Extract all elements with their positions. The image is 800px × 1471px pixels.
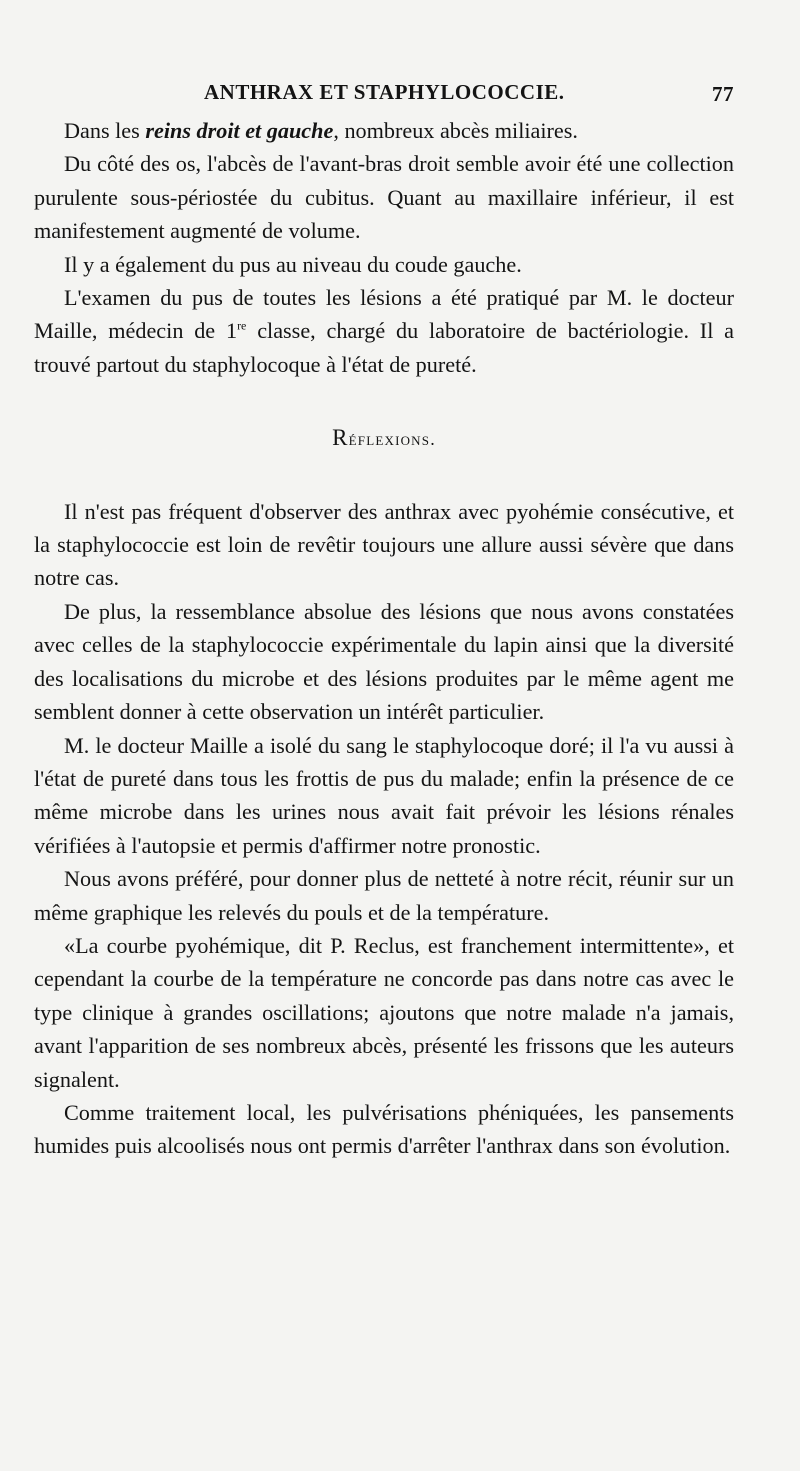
paragraph-text: , nombreux abcès miliaires. xyxy=(333,118,578,143)
page-number: 77 xyxy=(712,82,734,106)
heading-initial: R xyxy=(332,425,349,451)
paragraph-treatment: Comme traitement local, les pulvérisations phéniquées, les pansements humides puis alcoolisés nous ont permis d'arrêter l'anthrax dans son évolution. xyxy=(34,1099,734,1159)
paragraph-bones: Du côté des os, l'abcès de l'avant-bras droit semble avoir été une collection purulente sous-périostée du cubitus. Quant au maxillaire inférieur, il est manifestement augmenté de volume. xyxy=(34,151,734,244)
heading-rest: éflexions. xyxy=(348,429,436,450)
paragraph-text: classe, chargé du laboratoire de bactériologie. Il a trouvé partout du staphylocoque à l'état de pureté. xyxy=(34,318,735,377)
body-text xyxy=(34,114,734,1163)
paragraph-curve: «La courbe pyohémique, dit P. Reclus, est franchement intermittente», et cependant la courbe de la température ne concorde pas dans notre cas avec le type clinique à grandes oscillations; ajoutons que notre malade n'a jamais, avant l'apparition de ses nombreux abcès, présenté les frissons que les auteurs signalent. xyxy=(34,932,734,1092)
paragraph-blood: M. le docteur Maille a isolé du sang le staphylocoque doré; il l'a vu aussi à l'état de pureté dans tous les frottis de pus du malade; enfin la présence de ce même microbe dans les urines nous avait fait prévoir les lésions rénales vérifiées à l'autopsie et permis d'affirmer notre pronostic. xyxy=(34,732,734,858)
paragraph-frequency: Il n'est pas fréquent d'observer des anthrax avec pyohémie consécutive, et la staphylococcie est loin de revêtir toujours une allure aussi sévère que dans notre cas. xyxy=(34,498,734,591)
section-heading xyxy=(34,421,734,456)
running-title: ANTHRAX ET STAPHYLOCOCCIE. xyxy=(204,80,565,104)
paragraph-examination xyxy=(34,281,734,381)
paragraph-elbow: Il y a également du pus au niveau du coude gauche. xyxy=(64,251,522,277)
superscript: re xyxy=(237,319,247,334)
page-header xyxy=(34,70,734,114)
paragraph-graph: Nous avons préféré, pour donner plus de netteté à notre récit, réunir sur un même graphique les relevés du pouls et de la température. xyxy=(34,866,734,925)
paragraph-kidneys xyxy=(34,114,734,147)
paragraph-resemblance: De plus, la ressemblance absolue des lésions que nous avons constatées avec celles de la staphylococcie expérimentale du lapin ainsi que la diversité des localisations du microbe et des lésions produites par le même agent me semblent donner à cette observation un intérêt particulier. xyxy=(34,598,734,725)
paragraph-text: L'examen du pus de toutes les lésions a été pratiqué par M. le docteur Maille, médecin de 1 xyxy=(34,285,734,344)
italic-phrase: reins droit et gauche xyxy=(145,118,334,143)
paragraph-text: Dans les xyxy=(64,118,146,143)
